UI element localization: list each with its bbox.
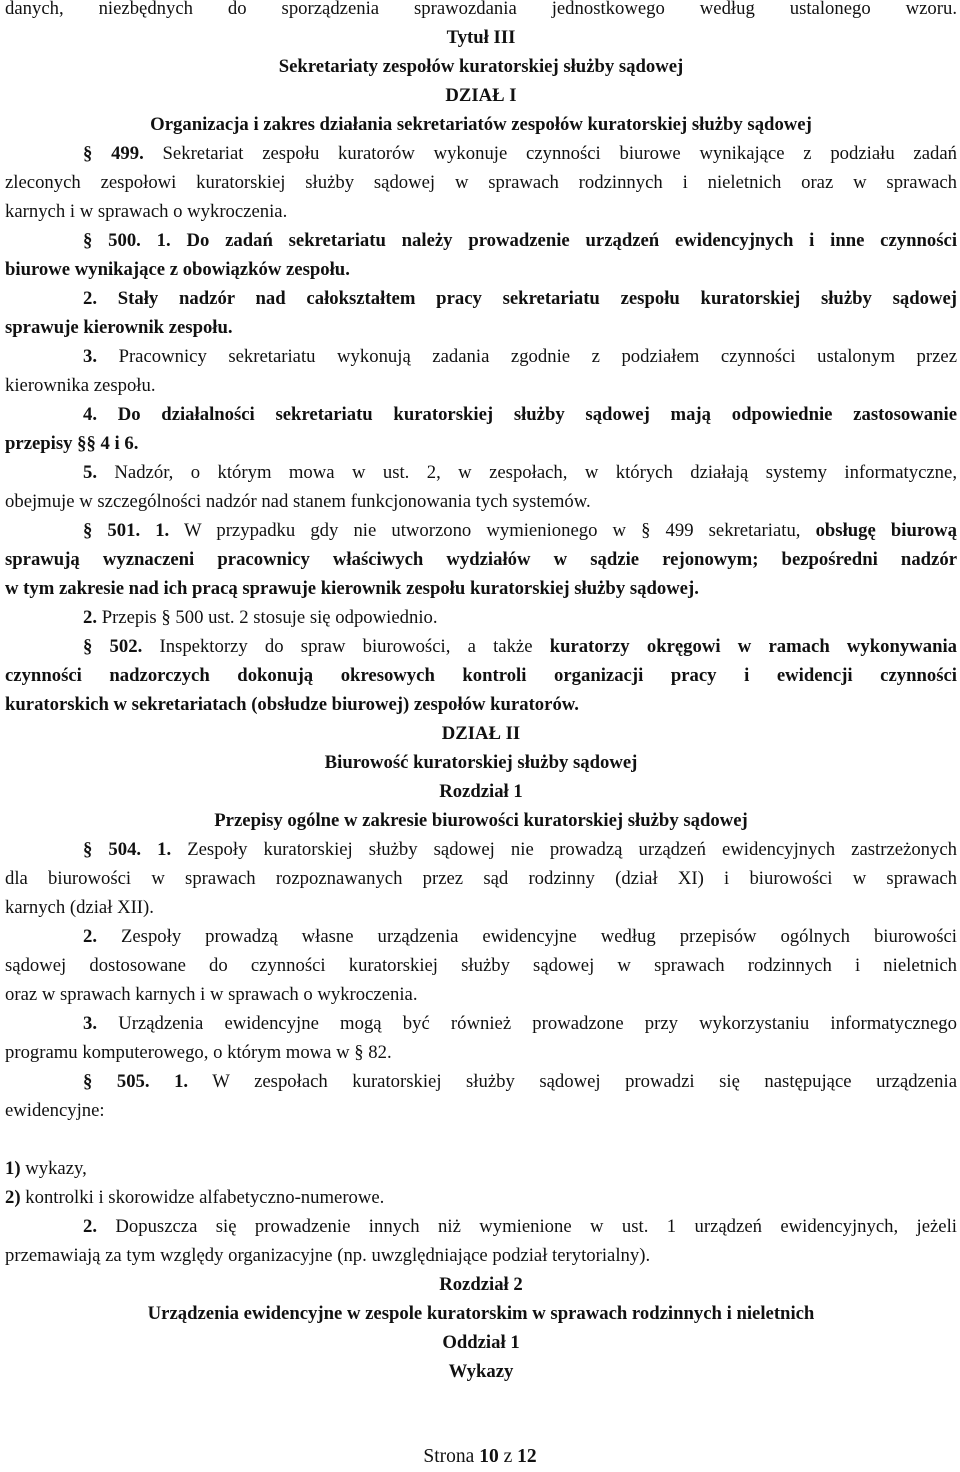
title-subheading: Sekretariaty zespołów kuratorskiej służby sądowej	[278, 56, 684, 77]
paragraph-505-2: 2. Dopuszcza się prowadzenie innych niż wymienione w ust. 1 urządzeń ewidencyjnych, jeżeli	[83, 1216, 957, 1237]
chapter-heading: Rozdział 1	[439, 781, 523, 802]
paragraph-500: § 500. 1. Do zadań sekretariatu należy prowadzenie urządzeń ewidencyjnych i inne czynności	[83, 230, 958, 251]
paragraph-502: § 502. Inspektorzy do spraw biurowości, a także kuratorzy okręgowi w ramach wykonywania	[83, 636, 958, 657]
paragraph-line: zleconych zespołowi kuratorskiej służby sądowej w sprawach rodzinnych i nieletnich oraz w sprawach	[5, 172, 957, 193]
subsection-subheading: Wykazy	[448, 1361, 514, 1382]
paragraph-line: czynności nadzorczych dokonują okresowych kontroli organizacji pracy i ewidencji czynności	[5, 665, 957, 686]
paragraph-499: § 499. Sekretariat zespołu kuratorów wykonuje czynności biurowe wynikające z podziału zadań	[83, 143, 957, 164]
paragraph-line: obejmuje w szczególności nadzór nad stanem funkcjonowania tych systemów.	[5, 491, 591, 512]
paragraph-500-2: 2. Stały nadzór nad całokształtem pracy sekretariatu zespołu kuratorskiej służby sądowej	[83, 288, 957, 309]
paragraph-501: § 501. 1. W przypadku gdy nie utworzono wymienionego w § 499 sekretariatu, obsługę biurową	[83, 520, 957, 541]
page-footer	[0, 1442, 960, 1472]
section-heading: DZIAŁ II	[441, 723, 521, 744]
paragraph-line: programu komputerowego, o którym mowa w § 82.	[5, 1042, 392, 1063]
paragraph-line: sprawuje kierownik zespołu.	[5, 317, 233, 338]
paragraph-line: kuratorskich w sekretariatach (obsłudze biurowej) zespołów kuratorów.	[5, 694, 579, 715]
footer-separator: z	[498, 1446, 518, 1467]
paragraph-line: sprawują wyznaczeni pracownicy właściwych wydziałów w sądzie rejonowym; bezpośredni nadzór	[5, 549, 957, 570]
paragraph-500-5: 5. Nadzór, o którym mowa w ust. 2, w zespołach, w których działają systemy informatyczne,	[83, 462, 957, 483]
chapter-subheading: Urządzenia ewidencyjne w zespole kuratorskim w sprawach rodzinnych i nieletnich	[147, 1303, 815, 1324]
blank-line	[5, 1125, 957, 1154]
paragraph-504-3: 3. Urządzenia ewidencyjne mogą być również prowadzone przy wykorzystaniu informatycznego	[83, 1013, 957, 1034]
title-heading: Tytuł III	[446, 27, 516, 48]
subsection-heading: Oddział 1	[442, 1332, 520, 1353]
footer-label: Strona	[423, 1446, 480, 1467]
paragraph-line: karnych (dział XII).	[5, 897, 154, 918]
paragraph-line: przepisy §§ 4 i 6.	[5, 433, 139, 454]
paragraph-line: danych, niezbędnych do sporządzenia sprawozdania jednostkowego według ustalonego wzoru.	[5, 0, 957, 19]
chapter-heading: Rozdział 2	[439, 1274, 523, 1295]
paragraph-500-4: 4. Do działalności sekretariatu kuratorskiej służby sądowej mają odpowiednie zastosowanie	[83, 404, 957, 425]
paragraph-line: w tym zakresie nad ich pracą sprawuje kierownik zespołu kuratorskiej służby sądowej.	[5, 578, 699, 599]
paragraph-line: ewidencyjne:	[5, 1100, 105, 1121]
section-subheading: Biurowość kuratorskiej służby sądowej	[324, 752, 638, 773]
paragraph-504-2: 2. Zespoły prowadzą własne urządzenia ewidencyjne według przepisów ogólnych biurowości	[83, 926, 957, 947]
current-page-number: 10	[479, 1446, 499, 1467]
paragraph-500-3: 3. Pracownicy sekretariatu wykonują zadania zgodnie z podziałem czynności ustalonym przez	[83, 346, 957, 367]
list-item: 2) kontrolki i skorowidze alfabetyczno-numerowe.	[5, 1187, 385, 1208]
paragraph-line: oraz w sprawach karnych i w sprawach o wykroczenia.	[5, 984, 418, 1005]
paragraph-line: kierownika zespołu.	[5, 375, 156, 396]
chapter-subheading: Przepisy ogólne w zakresie biurowości kuratorskiej służby sądowej	[214, 810, 748, 831]
section-subheading: Organizacja i zakres działania sekretariatów zespołów kuratorskiej służby sądowej	[150, 114, 812, 135]
paragraph-line: karnych i w sprawach o wykroczenia.	[5, 201, 288, 222]
paragraph-line: dla biurowości w sprawach rozpoznawanych przez sąd rodzinny (dział XI) i biurowości w sprawach	[5, 868, 957, 889]
paragraph-504: § 504. 1. Zespoły kuratorskiej służby sądowej nie prowadzą urządzeń ewidencyjnych zastrzeżonych	[83, 839, 957, 860]
total-pages-number: 12	[517, 1446, 537, 1467]
section-heading: DZIAŁ I	[445, 85, 517, 106]
paragraph-505: § 505. 1. W zespołach kuratorskiej służby sądowej prowadzi się następujące urządzenia	[83, 1071, 957, 1092]
paragraph-line: biurowe wynikające z obowiązków zespołu.	[5, 259, 350, 280]
paragraph-501-2: 2. Przepis § 500 ust. 2 stosuje się odpowiednio.	[83, 607, 438, 628]
paragraph-line: przemawiają za tym względy organizacyjne (np. uwzględniające podział terytorialny).	[5, 1245, 651, 1266]
paragraph-line: sądowej dostosowane do czynności kuratorskiej służby sądowej w sprawach rodzinnych i nieletnich	[5, 955, 957, 976]
document-page	[5, 0, 957, 1386]
list-item: 1) wykazy,	[5, 1158, 87, 1179]
